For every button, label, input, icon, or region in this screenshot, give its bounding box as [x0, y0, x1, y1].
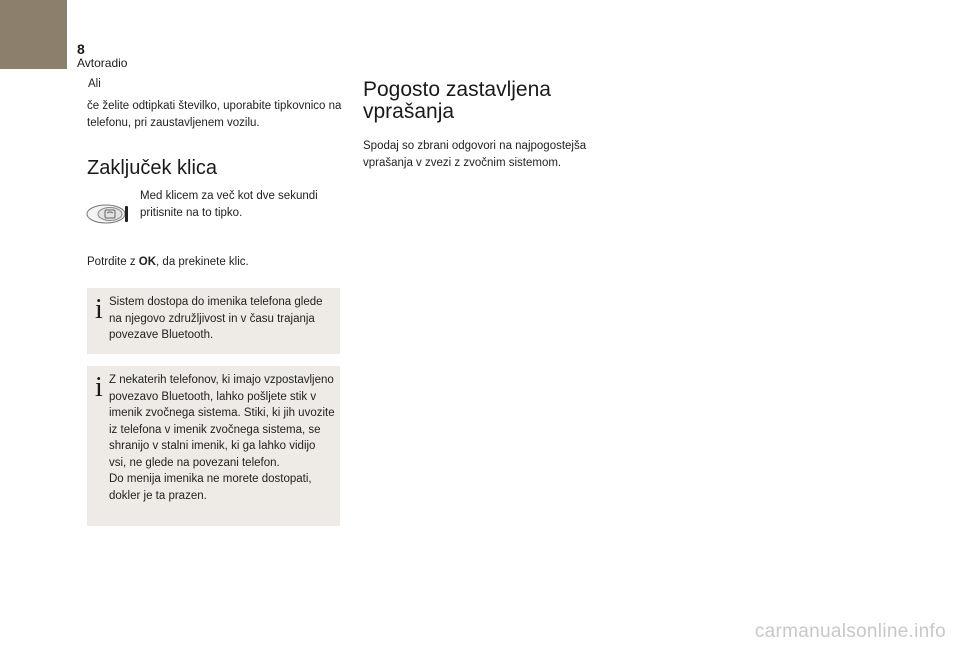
- info-box-phonebook-access: [87, 288, 340, 354]
- info-text: [109, 372, 335, 504]
- faq-intro: Spodaj so zbrani odgovori na najpogostejša vprašanja v zvezi z zvočnim sistemom.: [363, 140, 587, 169]
- end-call-heading: Zaključek klica: [87, 157, 218, 179]
- confirm-text: Potrdite z OK, da prekinete klic.: [87, 256, 249, 268]
- or-label: Ali: [88, 78, 101, 90]
- info-box-contact-import: [87, 366, 340, 526]
- phone-hangup-button-icon: [84, 200, 132, 228]
- info-icon: i: [95, 372, 103, 403]
- chapter-tab: [0, 0, 67, 69]
- ok-label: OK: [138, 256, 157, 268]
- info-icon: i: [95, 294, 103, 325]
- faq-heading: Pogosto zastavljena vprašanja: [363, 78, 551, 123]
- dial-text: če želite odtipkati številko, uporabite tipkovnico na telefonu, pri zaustavljenem vozilu.: [87, 100, 342, 129]
- page-number: 8: [77, 41, 85, 57]
- watermark: carmanualsonline.info: [754, 621, 946, 642]
- info-paragraph: Z nekaterih telefonov, ki imajo vzpostavljeno povezavo Bluetooth, lahko pošljete stik v imenik zvočnega sistema. Stiki, ki jih uvozite iz telefona v imenik zvočnega sistema, se shranijo v stalni imenik, ki ga lahko vidijo vsi, ne glede na povezani telefon.: [109, 374, 335, 469]
- section-name: Avtoradio: [77, 56, 128, 70]
- hold-button-text: Med klicem za več kot dve sekundi pritisnite na to tipko.: [140, 190, 318, 219]
- info-paragraph: Do menija imenika ne morete dostopati, dokler je ta prazen.: [109, 473, 312, 502]
- info-text: Sistem dostopa do imenika telefona glede na njegovo združljivost in v času trajanja povezave Bluetooth.: [109, 296, 323, 341]
